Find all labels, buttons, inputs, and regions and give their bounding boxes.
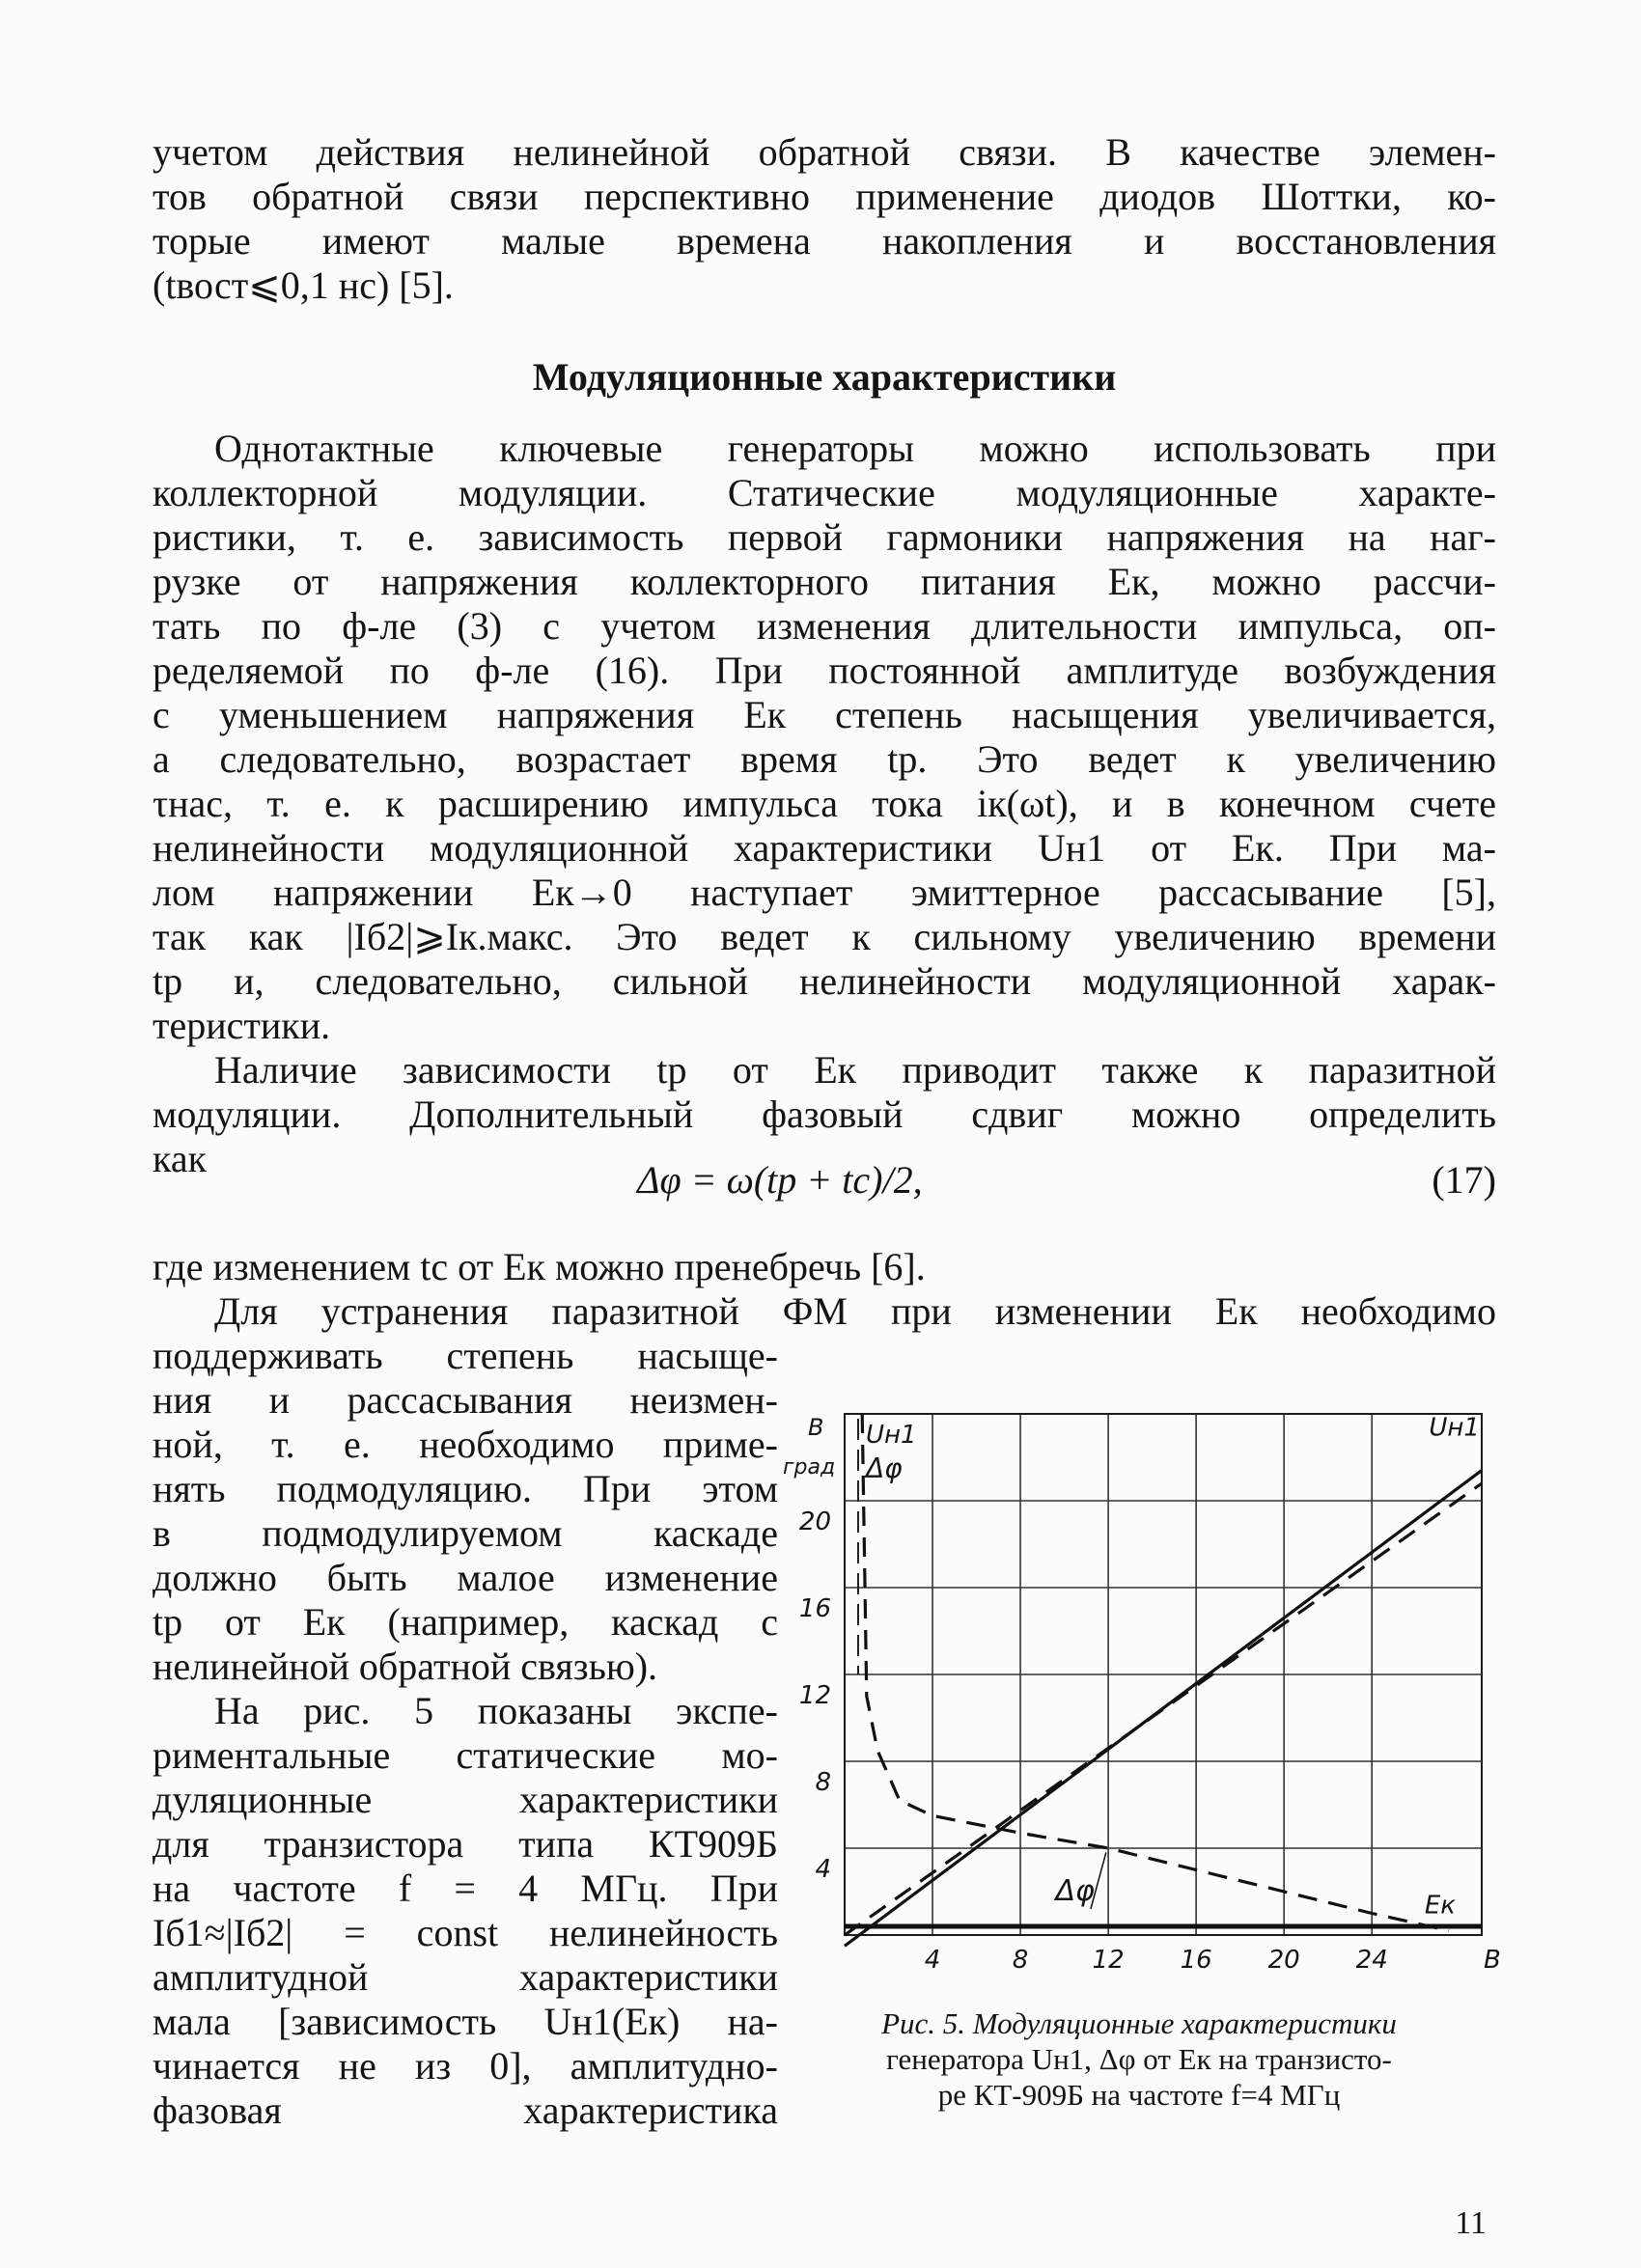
x-tick-label: 16 xyxy=(1180,1946,1212,1975)
text-line: модуляции. Дополнительный фазовый сдвиг можно определить xyxy=(153,1093,1496,1136)
text-line: учетом действия нелинейной обратной связи. В качестве элемен- xyxy=(153,130,1496,174)
text-line: поддерживать степень насыще- xyxy=(153,1334,778,1377)
text-line: нять подмодуляцию. При этом xyxy=(153,1467,778,1510)
text-line: риментальные статические мо- xyxy=(153,1733,778,1777)
text-line: Для устранения паразитной ФМ при изменении Eк необходимо xyxy=(214,1289,1496,1333)
text-line: а следовательно, возрастает время tр. Это ведет к увеличению xyxy=(153,737,1496,781)
text-line: мала [зависимость Uн1(Eк) на- xyxy=(153,2000,778,2043)
x-tick-label: 24 xyxy=(1355,1946,1388,1975)
text-line: ристики, т. е. зависимость первой гармоники напряжения на наг- xyxy=(153,515,1496,559)
text-line: Iб1≈|Iб2| = const нелинейность xyxy=(153,1911,778,1954)
y-tick-label: 4 xyxy=(815,1855,831,1884)
modulation-chart xyxy=(772,1390,1501,1998)
series-line-un1 xyxy=(845,1471,1482,1947)
formula: Δφ = ω(tр + tс)/2, xyxy=(637,1158,923,1202)
series-line-dphi xyxy=(862,1414,1449,1931)
text-line: (tвост⩽0,1 нс) [5]. xyxy=(153,263,454,307)
text-line: tр от Eк (например, каскад с xyxy=(153,1600,778,1644)
text-line: коллекторной модуляции. Статические модуляционные характе- xyxy=(153,471,1496,514)
text-line: ределяемой по ф-ле (16). При постоянной амплитуде возбуждения xyxy=(153,649,1496,692)
y-axis-label: Δφ xyxy=(866,1452,903,1484)
text-line: для транзистора типа КТ909Б xyxy=(153,1822,778,1866)
y-tick-label: 16 xyxy=(798,1594,831,1623)
x-tick-label: 8 xyxy=(1012,1946,1029,1975)
chart-series xyxy=(845,1414,1482,1946)
text-line: На рис. 5 показаны экспе- xyxy=(214,1689,778,1732)
text-line: в подмодулируемом каскаде xyxy=(153,1511,778,1555)
text-line: амплитудной характеристики xyxy=(153,1955,778,1999)
text-line: нелинейности модуляционной характеристики Uн1 от Eк. При ма- xyxy=(153,826,1496,870)
section-heading: Модуляционные характеристики xyxy=(532,355,1117,399)
text-line: Наличие зависимости tр от Eк приводит также к паразитной xyxy=(214,1048,1496,1092)
text-line: должно быть малое изменение xyxy=(153,1556,778,1599)
caption-line: генератора Uн1, Δφ от Eк на транзисто- xyxy=(886,2042,1392,2076)
text-line: рузке от напряжения коллекторного питания Eк, можно рассчи- xyxy=(153,560,1496,603)
text-line: нелинейной обратной связью). xyxy=(153,1645,658,1688)
chart-grid xyxy=(845,1414,1482,1935)
text-line: на частоте f = 4 МГц. При xyxy=(153,1867,778,1910)
annotation-dphi: Δφ xyxy=(1055,1874,1095,1908)
page-number: 11 xyxy=(1455,2205,1487,2241)
text-line: как xyxy=(153,1137,208,1180)
text-line: теристики. xyxy=(153,1004,331,1047)
y-axis-label: Uн1 xyxy=(866,1421,917,1450)
y-tick-label: 12 xyxy=(798,1681,831,1710)
y-unit-label: В xyxy=(808,1414,824,1441)
text-line: лом напряжении Eк→0 наступает эмиттерное рассасывание [5], xyxy=(153,871,1496,914)
x-tick-label: 4 xyxy=(924,1946,941,1975)
text-line: τнас, т. е. к расширению импульса тока iк(ωt), и в конечном счете xyxy=(153,782,1496,825)
figure-caption xyxy=(792,2005,1487,2113)
text-line: tр и, следовательно, сильной нелинейности модуляционной харак- xyxy=(153,959,1496,1003)
y-tick-label: 8 xyxy=(815,1768,831,1797)
text-line: Однотактные ключевые генераторы можно использовать при xyxy=(214,427,1496,470)
chart-labels xyxy=(783,1414,1501,1976)
x-unit-label: В xyxy=(1484,1946,1501,1975)
text-line: торые имеют малые времена накопления и восстановления xyxy=(153,219,1496,263)
text-line: дуляционные характеристики xyxy=(153,1778,778,1821)
text-line: ной, т. е. необходимо приме- xyxy=(153,1423,778,1466)
text-line: тать по ф-ле (3) с учетом изменения длительности импульса, оп- xyxy=(153,604,1496,648)
text-line: фазовая характеристика xyxy=(153,2088,778,2132)
x-tick-label: 12 xyxy=(1092,1946,1125,1975)
y-unit-label: град xyxy=(783,1455,836,1480)
text-line: ния и рассасывания неизмен- xyxy=(153,1378,778,1422)
text-line: чинается не из 0], амплитудно- xyxy=(153,2044,778,2088)
text-line: с уменьшением напряжения Eк степень насыщения увеличивается, xyxy=(153,693,1496,736)
formula-number: (17) xyxy=(1432,1158,1496,1202)
annotation-ek: Eк xyxy=(1424,1891,1456,1921)
x-tick-label: 20 xyxy=(1267,1946,1300,1975)
y-tick-label: 20 xyxy=(798,1507,831,1536)
caption-line: ре КТ-909Б на частоте f=4 МГц xyxy=(937,2078,1341,2112)
text-line: так как |Iб2|⩾Iк.макс. Это ведет к сильному увеличению времени xyxy=(153,915,1496,958)
text-line: где изменением tс от Eк можно пренебречь [6]. xyxy=(153,1245,926,1288)
annotation-un1: Uн1 xyxy=(1429,1413,1480,1443)
text-line: тов обратной связи перспективно применение диодов Шоттки, ко- xyxy=(153,175,1496,218)
caption-line: Рис. 5. Модуляционные характеристики xyxy=(881,2006,1397,2040)
